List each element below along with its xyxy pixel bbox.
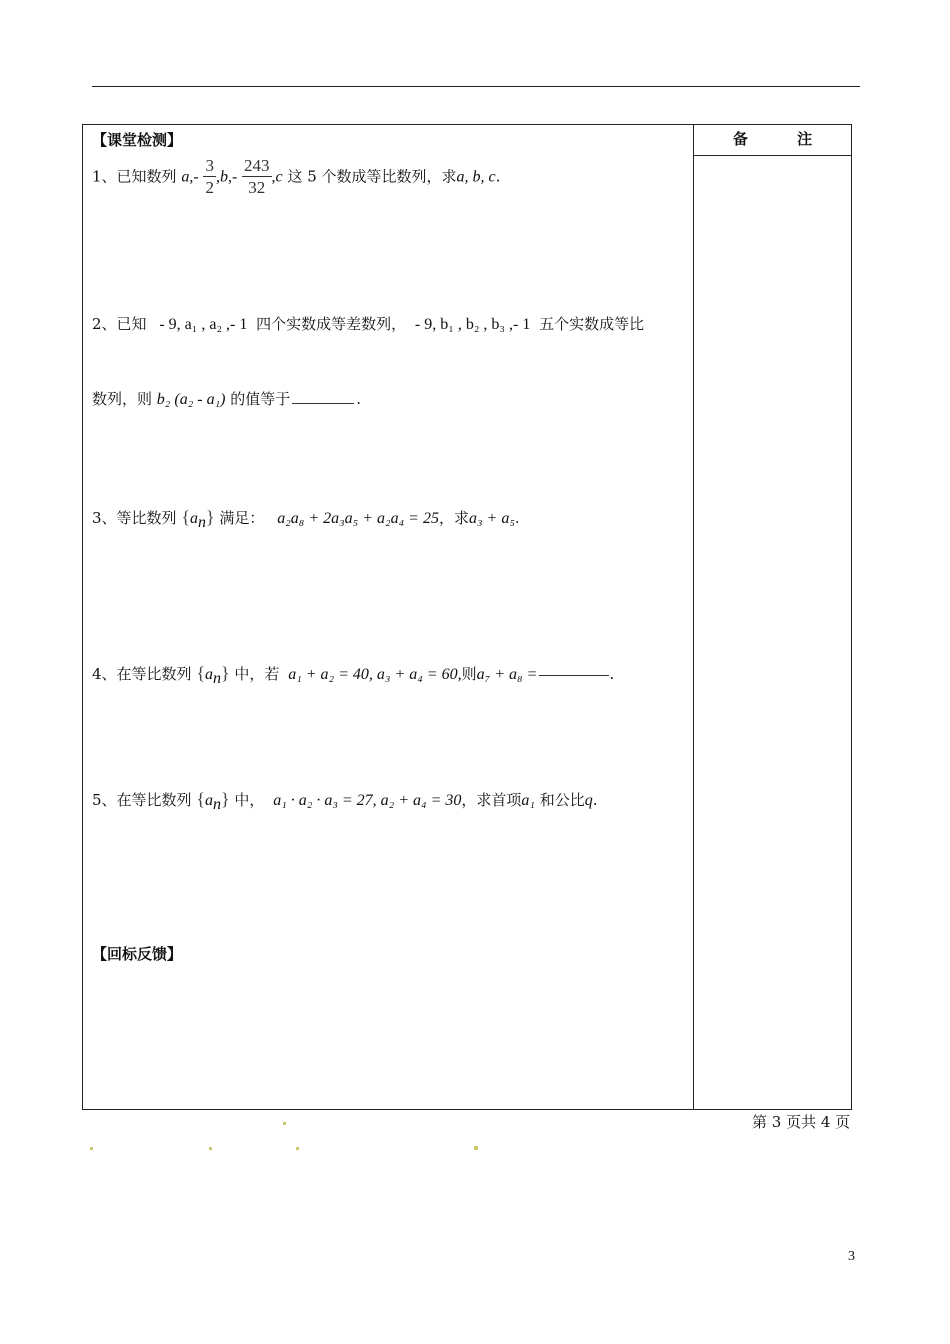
q3-condition-label: 满足：	[219, 509, 265, 527]
q5-equation: a₁ · a₂ · a₃ = 27, a₂ + a₄ = 30	[273, 792, 462, 809]
q1-term-a: a	[181, 168, 190, 186]
q2-line2-suffix: 的值等于	[230, 390, 291, 408]
q4-mid: 中，若	[234, 665, 280, 683]
question-2-line-2: 数列，则 b₂ (a₂ - a₁) 的值等于 .	[92, 390, 362, 408]
q1-prefix: 1、已知数列	[92, 167, 177, 186]
q3-ask: a₃ + a₅	[468, 510, 515, 527]
q5-sequence: a	[204, 792, 213, 809]
q5-prefix: 5、在等比数列	[92, 791, 192, 809]
q2-seq-arith: - 9, a₁ , a₂ ,- 1	[159, 316, 248, 333]
q1-statement: 这 5 个数成等比数列，求	[287, 167, 457, 186]
speck-mark	[90, 1147, 93, 1150]
notes-column-header: 备 注	[732, 130, 835, 148]
q2-geom-text: 五个实数成等比	[539, 315, 645, 333]
speck-mark	[474, 1146, 478, 1150]
speck-mark	[296, 1147, 299, 1150]
q5-ratio: q	[584, 792, 593, 809]
header-rule	[92, 86, 860, 87]
q4-ask: a₇ + a₈ =	[476, 666, 538, 683]
q2-arith-text: 四个实数成等差数列，	[256, 315, 407, 333]
question-5: 5、在等比数列 $\{a_n\}$ 中， a₁ · a₂ · a₃ = 27, a₂ + a₄ = 30，求首项a₁ 和公比q.	[92, 789, 598, 813]
q1-term-c: c	[275, 168, 283, 186]
q3-prefix: 3、等比数列	[92, 509, 177, 527]
speck-mark	[283, 1122, 286, 1125]
q4-sequence: a	[204, 666, 213, 683]
q1-ask: a, b, c	[456, 168, 496, 186]
q5-mid: 中，	[234, 791, 265, 809]
notes-column-divider	[693, 124, 694, 1110]
q4-equation: a₁ + a₂ = 40, a₃ + a₄ = 60,	[288, 666, 462, 683]
q4-prefix: 4、在等比数列	[92, 665, 192, 683]
q3-equation: a₂a₈ + 2a₃a₅ + a₂a₄ = 25	[277, 510, 439, 527]
q2-expression: b₂ (a₂ - a₁)	[156, 391, 226, 408]
page-number: 3	[848, 1249, 855, 1264]
q5-first-term: a₁	[521, 792, 535, 809]
classroom-check-title: 【课堂检测】	[92, 131, 183, 149]
worksheet-table	[82, 124, 852, 1110]
q1-term-b: b	[219, 168, 228, 186]
q1-fraction-1: $\frac{3}{2}$	[205, 156, 214, 197]
question-1: 1、已知数列 a,- $\frac{3}{2}$ ,b,- $\frac{243}{32}$ ,c 这 5 个数成等比数列，求a, b, c.	[92, 156, 501, 197]
question-4: 4、在等比数列 $\{a_n\}$ 中，若 a₁ + a₂ = 40, a₃ + a₄ = 60,则a₇ + a₈ = .	[92, 663, 615, 687]
feedback-title: 【回标反馈】	[92, 945, 183, 963]
q4-answer-blank	[539, 674, 609, 676]
q2-prefix: 2、已知	[92, 315, 147, 333]
question-3: 3、等比数列 $\{a_n\}$ 满足： a₂a₈ + 2a₃a₅ + a₂a₄ = 25，求a₃ + a₅.	[92, 507, 520, 531]
question-2-line-1	[92, 313, 644, 334]
q2-seq-geom: - 9, b₁ , b₂ , b₃ ,- 1	[414, 316, 531, 333]
q3-sequence: a	[189, 510, 198, 527]
q1-fraction-2: $\frac{243}{32}$	[244, 156, 270, 197]
speck-mark	[209, 1147, 212, 1150]
page-footer: 第 3 页共 4 页	[752, 1113, 851, 1131]
notes-header-rule	[693, 155, 852, 156]
q2-answer-blank	[292, 402, 354, 404]
q2-line2-prefix: 数列，则	[92, 390, 153, 408]
